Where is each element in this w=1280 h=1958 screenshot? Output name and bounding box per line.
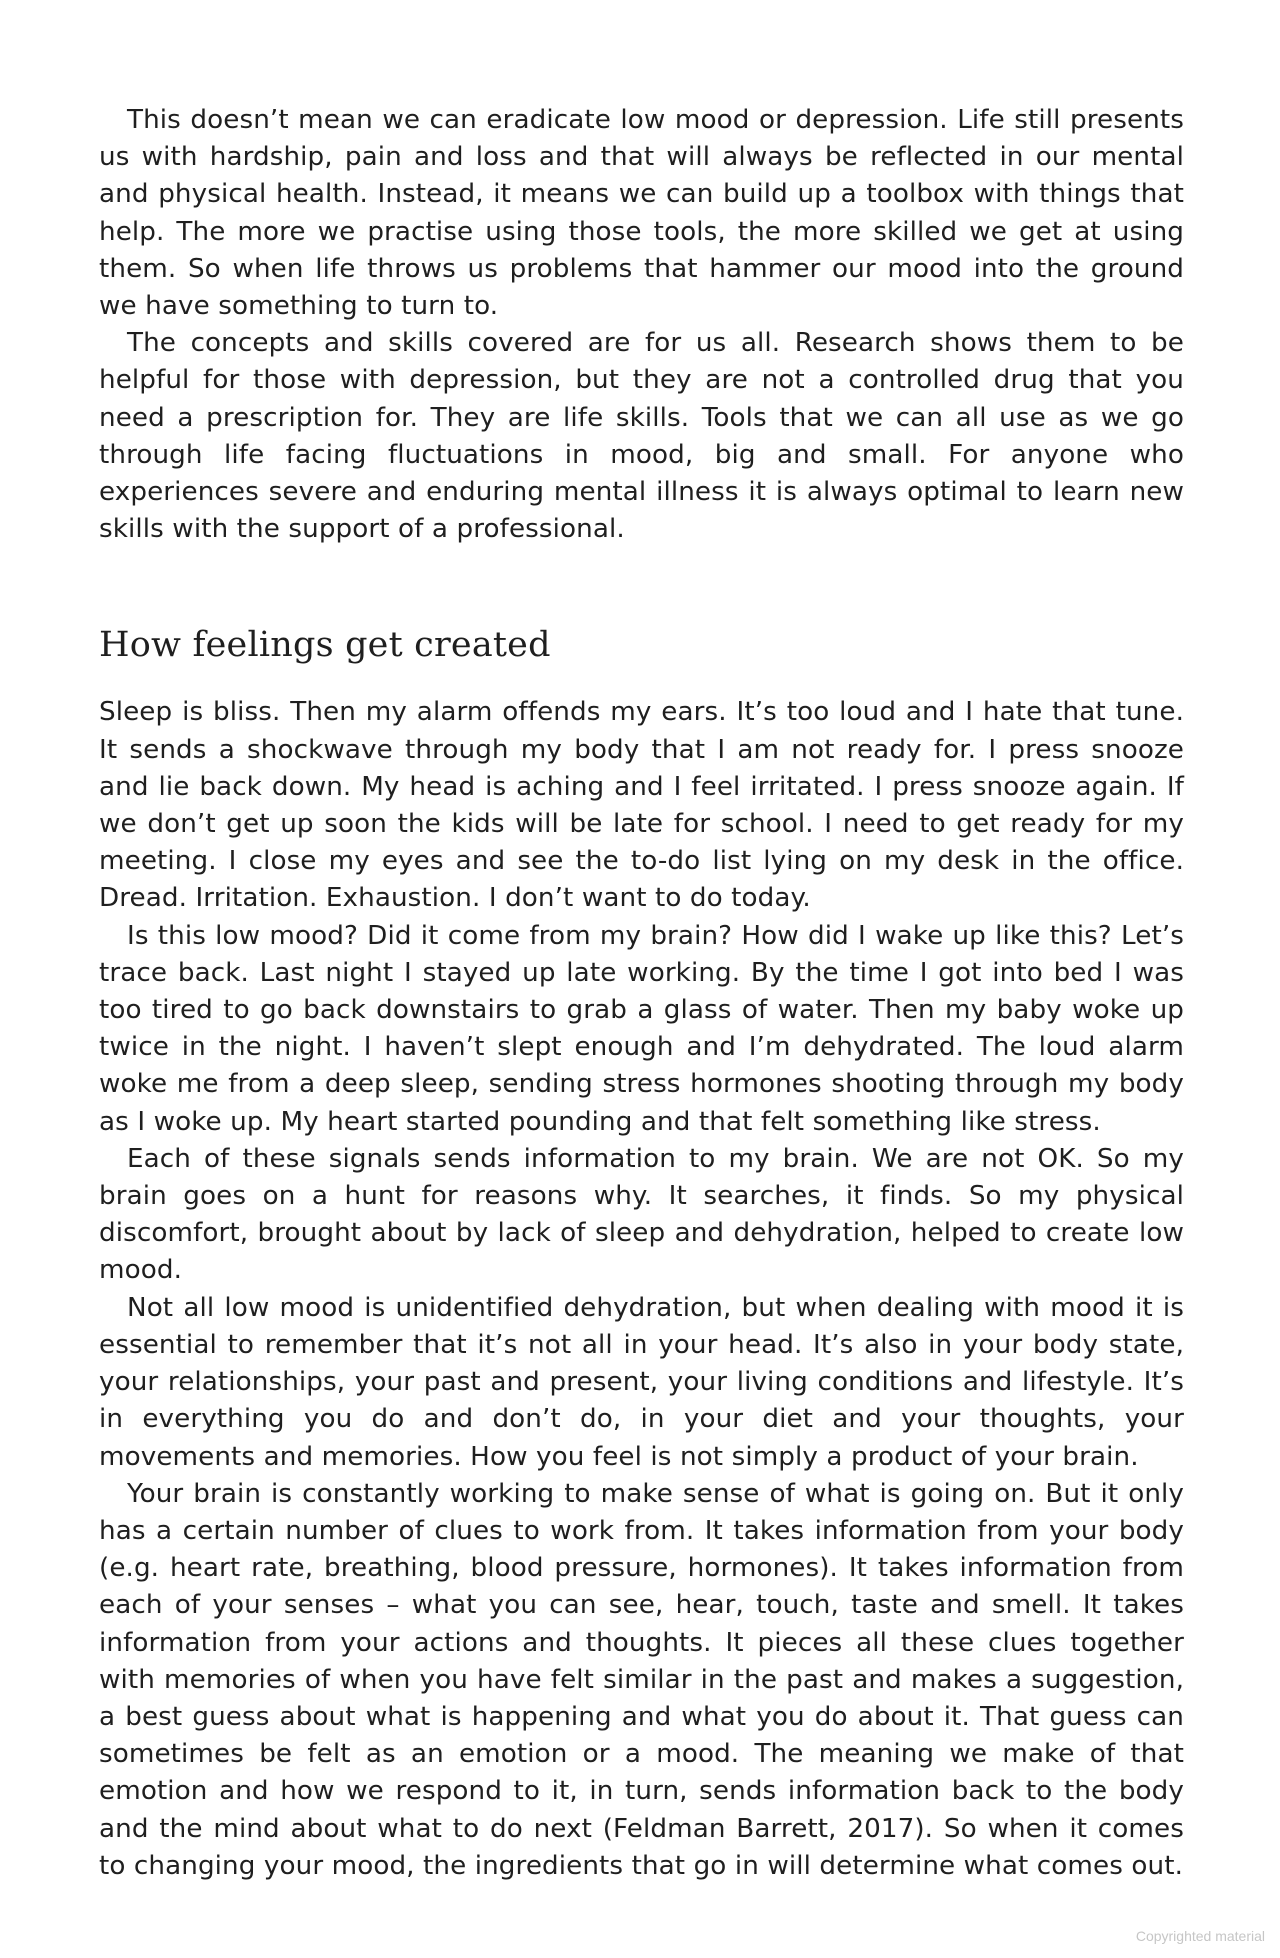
section-paragraph-5: Your brain is constantly working to make sense of what is going on. But it only has a certain number of clues to work from. It takes information from your body (e.g. heart rate, breathing, blood pressure, hormones). It takes information from each of your senses – what you can see, hear, touch, taste and smell. It takes information from your actions and thoughts. It pieces all these clues together with memories of when you have felt similar in the past and makes a suggestion, a best guess about what is happening and what you do about it. That guess can sometimes be felt as an emotion or a mood. The meaning we make of that emotion and how we respond to it, in turn, sends information back to the body and the mind about what to do next (Feldman Barrett, 2017). So when it comes to changing your mood, the ingredients that go in will determine what comes out. [99, 1478, 1184, 1881]
section-paragraph-4: Not all low mood is unidentified dehydration, but when dealing with mood it is essential to remember that it’s not all in your head. It’s also in your body state, your relationships, your past and present, your living conditions and lifestyle. It’s in everything you do and don’t do, in your diet and your thoughts, your movements and memories. How you feel is not simply a product of your brain. [99, 1292, 1184, 1472]
section-paragraph-2: Is this low mood? Did it come from my brain? How did I wake up like this? Let’s trace back. Last night I stayed up late working. By the time I got into bed I was too tired to go back downstairs to grab a glass of water. Then my baby woke up twice in the night. I haven’t slept enough and I’m dehydrated. The loud alarm woke me from a deep sleep, sending stress hormones shooting through my body as I woke up. My heart started pounding and that felt something like stress. [99, 920, 1184, 1137]
copyright-watermark: Copyrighted material [1135, 1928, 1265, 1944]
intro-paragraph-1: This doesn’t mean we can eradicate low mood or depression. Life still presents us with hardship, pain and loss and that will always be reflected in our mental and physical health. Instead, it means we can build up a toolbox with things that help. The more we practise using those tools, the more skilled we get at using them. So when life throws us problems that hammer our mood into the ground we have something to turn to. [99, 105, 1184, 322]
book-page [99, 102, 1184, 1885]
section-paragraph-3: Each of these signals sends information to my brain. We are not OK. So my brain goes on a hunt for reasons why. It searches, it finds. So my physical discomfort, brought about by lack of sleep and dehydration, helped to create low mood. [99, 1143, 1184, 1286]
section-paragraph-1: Sleep is bliss. Then my alarm offends my ears. It’s too loud and I hate that tune. It sends a shockwave through my body that I am not ready for. I press snooze and lie back down. My head is aching and I feel irritated. I press snooze again. If we don’t get up soon the kids will be late for school. I need to get ready for my meeting. I close my eyes and see the to-do list lying on my desk in the office. Dread. Irritation. Exhaustion. I don’t want to do today. [99, 697, 1184, 914]
section-heading: How feelings get created [99, 625, 551, 666]
intro-paragraph-2: The concepts and skills covered are for us all. Research shows them to be helpful for those with depression, but they are not a controlled drug that you need a prescription for. They are life skills. Tools that we can all use as we go through life facing fluctuations in mood, big and small. For anyone who experiences severe and enduring mental illness it is always optimal to learn new skills with the support of a professional. [99, 328, 1184, 545]
